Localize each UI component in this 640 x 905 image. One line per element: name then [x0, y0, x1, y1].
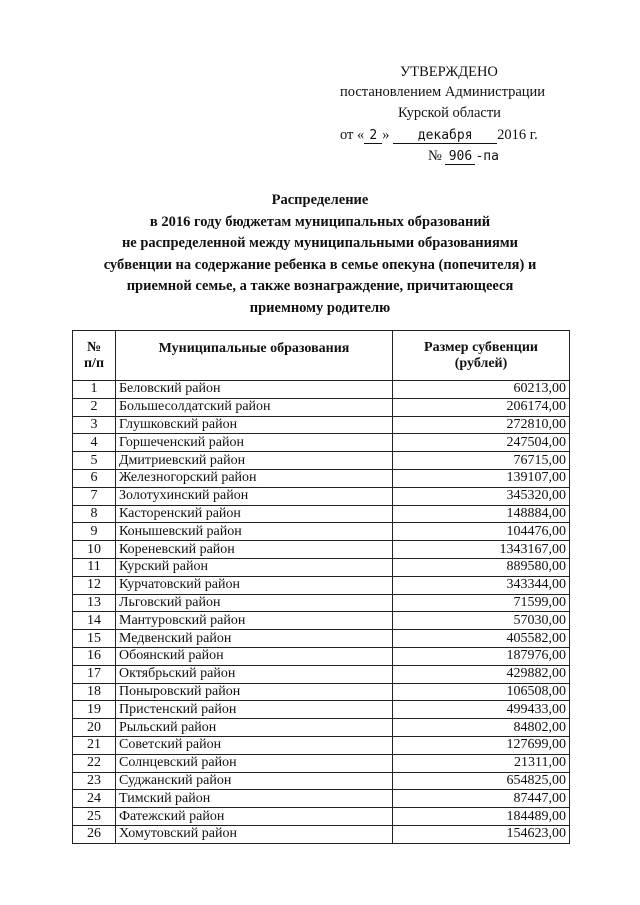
subsidy-table [72, 330, 570, 844]
date-year: 2016 г. [497, 127, 538, 143]
row-amount: 429882,00 [393, 665, 570, 683]
table-row [73, 647, 570, 665]
title-line: приемному родителю [249, 299, 391, 316]
row-amount: 139107,00 [393, 469, 570, 487]
row-number: 21 [73, 736, 116, 754]
row-municipality: Золотухинский район [116, 487, 393, 505]
row-number: 19 [73, 701, 116, 719]
row-municipality: Курчатовский район [116, 576, 393, 594]
row-municipality: Касторенский район [116, 505, 393, 523]
row-amount: 206174,00 [393, 398, 570, 416]
row-municipality: Солнцевский район [116, 754, 393, 772]
row-municipality: Глушковский район [116, 416, 393, 434]
row-amount: 127699,00 [393, 736, 570, 754]
row-municipality: Фатежский район [116, 808, 393, 826]
table-row [73, 701, 570, 719]
row-amount: 60213,00 [393, 381, 570, 399]
row-municipality: Октябрьский район [116, 665, 393, 683]
row-amount: 272810,00 [393, 416, 570, 434]
date-month: декабря [393, 129, 497, 144]
table-row [73, 434, 570, 452]
row-municipality: Железногорский район [116, 469, 393, 487]
row-number: 5 [73, 452, 116, 470]
row-number: 9 [73, 523, 116, 541]
row-number: 25 [73, 808, 116, 826]
header-amount [393, 331, 570, 381]
row-number: 17 [73, 665, 116, 683]
table-row [73, 612, 570, 630]
row-number: 8 [73, 505, 116, 523]
row-amount: 104476,00 [393, 523, 570, 541]
row-municipality: Советский район [116, 736, 393, 754]
title-line: Распределение [271, 192, 369, 208]
table-row [73, 790, 570, 808]
row-number: 12 [73, 576, 116, 594]
table-row [73, 594, 570, 612]
header-amount-line2: (рублей) [454, 355, 508, 371]
table-row [73, 576, 570, 594]
approval-heading: УТВЕРЖДЕНО [400, 64, 498, 80]
row-municipality: Суджанский район [116, 772, 393, 790]
row-amount: 345320,00 [393, 487, 570, 505]
row-number: 22 [73, 754, 116, 772]
row-amount: 84802,00 [393, 719, 570, 737]
row-number: 3 [73, 416, 116, 434]
row-number: 1 [73, 381, 116, 399]
row-amount: 154623,00 [393, 825, 570, 843]
row-number: 18 [73, 683, 116, 701]
row-amount: 87447,00 [393, 790, 570, 808]
number-prefix: № [428, 148, 442, 164]
header-number-line2: п/п [83, 355, 105, 371]
row-number: 15 [73, 630, 116, 648]
table-header-row [73, 331, 570, 381]
table-row [73, 665, 570, 683]
row-municipality: Конышевский район [116, 523, 393, 541]
table-row [73, 754, 570, 772]
date-day: 2 [364, 129, 382, 144]
row-municipality: Поныровский район [116, 683, 393, 701]
title-line: не распределенной между муниципальными образованиями [121, 235, 519, 251]
row-amount: 57030,00 [393, 612, 570, 630]
row-amount: 76715,00 [393, 452, 570, 470]
row-amount: 184489,00 [393, 808, 570, 826]
approval-line-2: Курской области [398, 105, 501, 121]
table-row [73, 772, 570, 790]
row-number: 6 [73, 469, 116, 487]
row-municipality: Льговский район [116, 594, 393, 612]
row-amount: 1343167,00 [393, 541, 570, 559]
row-municipality: Тимский район [116, 790, 393, 808]
title-line: субвенции на содержание ребенка в семье опекуна (попечителя) и [103, 256, 537, 273]
row-municipality: Кореневский район [116, 541, 393, 559]
row-amount: 187976,00 [393, 647, 570, 665]
table-row [73, 452, 570, 470]
row-number: 20 [73, 719, 116, 737]
row-number: 13 [73, 594, 116, 612]
date-close-quote: » [382, 127, 390, 143]
table-row [73, 736, 570, 754]
row-number: 14 [73, 612, 116, 630]
row-number: 11 [73, 558, 116, 576]
title-line: в 2016 году бюджетам муниципальных образований [149, 213, 491, 230]
row-number: 7 [73, 487, 116, 505]
table-row [73, 487, 570, 505]
table-row [73, 558, 570, 576]
row-municipality: Пристенский район [116, 701, 393, 719]
approval-date [340, 125, 538, 146]
row-amount: 71599,00 [393, 594, 570, 612]
date-open-quote: « [357, 127, 365, 143]
row-amount: 21311,00 [393, 754, 570, 772]
table-row [73, 398, 570, 416]
table-row [73, 808, 570, 826]
row-municipality: Рыльский район [116, 719, 393, 737]
header-municipality: Муниципальные образования [116, 331, 393, 381]
number-suffix: -па [475, 149, 499, 164]
row-municipality: Медвенский район [116, 630, 393, 648]
table-row [73, 630, 570, 648]
row-municipality: Хомутовский район [116, 825, 393, 843]
header-amount-line1: Размер субвенции [424, 339, 538, 355]
approval-line-1: постановлением Администрации [340, 84, 546, 100]
table-row [73, 523, 570, 541]
row-amount: 499433,00 [393, 701, 570, 719]
table-row [73, 381, 570, 399]
table-row [73, 683, 570, 701]
number-value: 906 [445, 150, 475, 165]
row-municipality: Горшеченский район [116, 434, 393, 452]
table-row [73, 416, 570, 434]
row-number: 23 [73, 772, 116, 790]
row-number: 4 [73, 434, 116, 452]
row-amount: 148884,00 [393, 505, 570, 523]
row-number: 2 [73, 398, 116, 416]
table-row [73, 505, 570, 523]
header-number [73, 331, 116, 381]
row-amount: 106508,00 [393, 683, 570, 701]
title-line: приемной семье, а также вознаграждение, причитающееся [126, 278, 514, 294]
row-municipality: Большесолдатский район [116, 398, 393, 416]
document-title [0, 190, 640, 319]
row-amount: 343344,00 [393, 576, 570, 594]
row-number: 10 [73, 541, 116, 559]
row-number: 26 [73, 825, 116, 843]
table-row [73, 825, 570, 843]
row-municipality: Дмитриевский район [116, 452, 393, 470]
row-municipality: Мантуровский район [116, 612, 393, 630]
row-amount: 405582,00 [393, 630, 570, 648]
header-number-line1: № [86, 339, 102, 355]
table-row [73, 541, 570, 559]
row-municipality: Обоянский район [116, 647, 393, 665]
table-row [73, 469, 570, 487]
approval-number [428, 146, 499, 167]
row-municipality: Беловский район [116, 381, 393, 399]
table-row [73, 719, 570, 737]
row-amount: 654825,00 [393, 772, 570, 790]
row-number: 24 [73, 790, 116, 808]
date-prefix: от [340, 127, 354, 143]
row-municipality: Курский район [116, 558, 393, 576]
row-amount: 889580,00 [393, 558, 570, 576]
row-amount: 247504,00 [393, 434, 570, 452]
row-number: 16 [73, 647, 116, 665]
